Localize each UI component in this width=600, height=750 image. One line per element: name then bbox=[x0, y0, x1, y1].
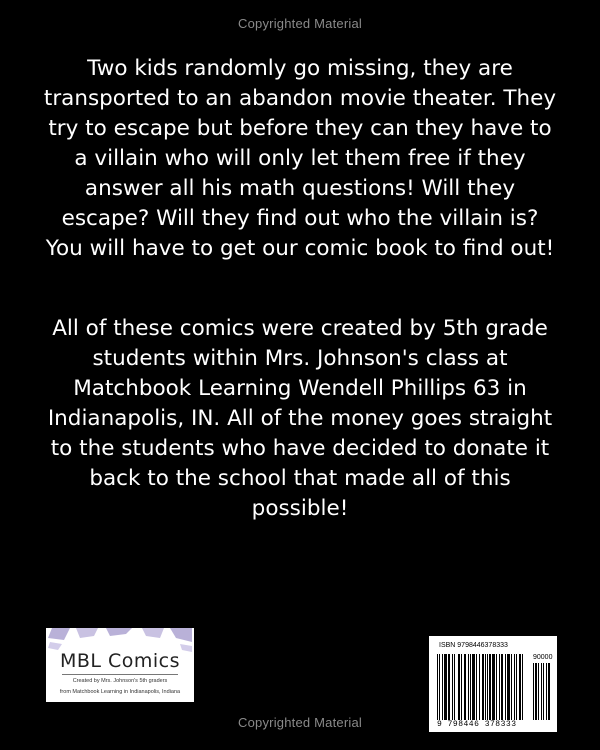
barcode-bar bbox=[543, 663, 544, 720]
story-blurb: Two kids randomly go missing, they are transported to an abandon movie theater. They try to escape but before they can they have to a villain who will only let them free if they answer all his math questions! Will they escape? Will they find out who the villain is? You will have to get our comic book to find out! bbox=[43, 56, 557, 261]
barcode-bar bbox=[487, 654, 488, 720]
author-note: All of these comics were created by 5th grade students within Mrs. Johnson's class at Matchbook Learning Wendell Phillips 63 in Indianapolis, IN. All of the money goes straight to the students who have decided to donate it back to the school that made all of this possible! bbox=[47, 316, 553, 521]
barcode-bar bbox=[548, 663, 550, 720]
barcode-bar bbox=[468, 654, 469, 720]
barcode-bar bbox=[492, 654, 495, 720]
logo-title: MBL Comics bbox=[59, 650, 181, 672]
barcode-bar bbox=[522, 654, 523, 720]
barcode-bar bbox=[519, 654, 521, 720]
barcode-bar bbox=[516, 654, 517, 720]
barcode-bar bbox=[458, 654, 460, 720]
barcode-bar bbox=[489, 654, 491, 720]
barcode-bar bbox=[482, 654, 484, 720]
barcode-bar bbox=[479, 654, 480, 720]
barcode-bar bbox=[437, 654, 438, 720]
barcode-bar bbox=[507, 654, 510, 720]
barcode-bar bbox=[461, 654, 462, 720]
barcode-bar bbox=[476, 654, 477, 720]
barcode-bar bbox=[505, 654, 506, 720]
barcode-bar bbox=[533, 663, 534, 720]
barcode-bar bbox=[546, 663, 547, 720]
barcode-bar bbox=[535, 663, 537, 720]
logo-school-line: from Matchbook Learning in Indianapolis, Indiana bbox=[59, 689, 181, 695]
barcode-bar bbox=[541, 663, 542, 720]
barcode-digits: 9 798446 378333 bbox=[437, 720, 517, 729]
copyright-watermark-bottom: Copyrighted Material bbox=[238, 715, 362, 730]
barcode-bar bbox=[442, 654, 443, 720]
barcode-bar bbox=[454, 654, 455, 720]
barcode-bar bbox=[448, 654, 450, 720]
barcode-bar bbox=[444, 654, 447, 720]
logo-credit-line: Created by Mrs. Johnson's 5th graders bbox=[72, 678, 168, 684]
barcode-bar bbox=[496, 654, 497, 720]
barcode-bar bbox=[472, 654, 475, 720]
mbl-comics-logo bbox=[46, 628, 194, 702]
barcode-bar bbox=[514, 654, 515, 720]
barcode-bar bbox=[439, 654, 440, 720]
isbn-label: ISBN 9798446378333 bbox=[439, 642, 508, 649]
barcode-bar bbox=[452, 654, 453, 720]
price-code: 90000 bbox=[533, 654, 553, 661]
barcode-bar bbox=[501, 654, 503, 720]
logo-divider bbox=[62, 674, 178, 675]
ean13-bars bbox=[437, 654, 529, 720]
barcode-bar bbox=[499, 654, 500, 720]
barcode-bar bbox=[470, 654, 471, 720]
copyright-watermark-top: Copyrighted Material bbox=[238, 16, 362, 31]
barcode-bar bbox=[511, 654, 512, 720]
barcode-bar bbox=[538, 663, 539, 720]
barcode-bar bbox=[464, 654, 466, 720]
addon-bars bbox=[533, 663, 553, 720]
barcode-bar bbox=[485, 654, 486, 720]
